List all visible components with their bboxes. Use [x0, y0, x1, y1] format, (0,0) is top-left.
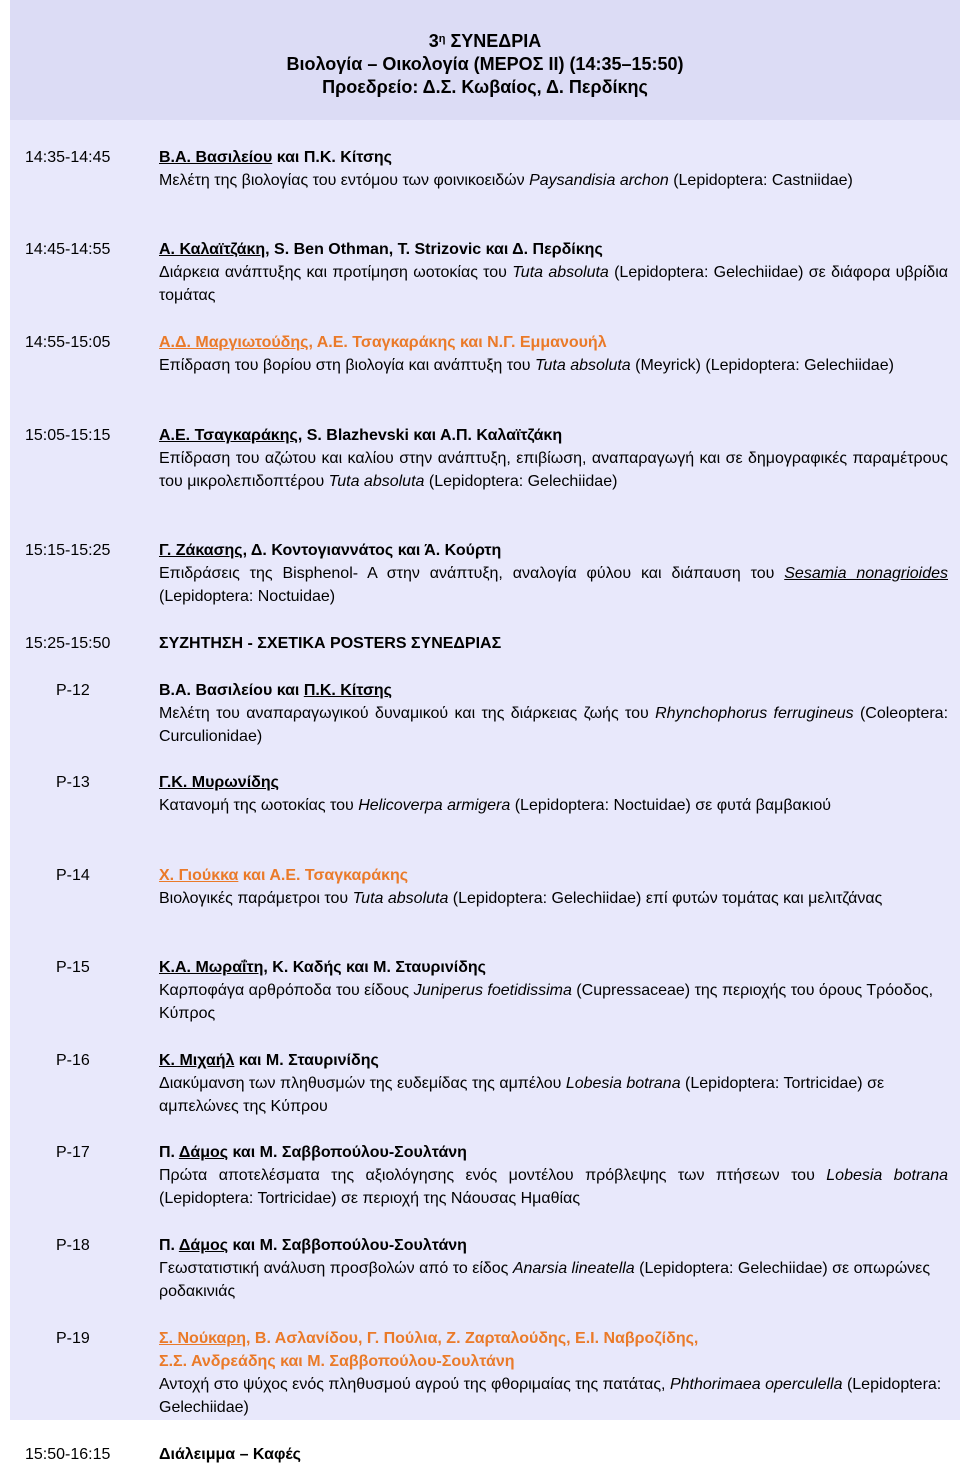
poster-title: Γεωστατιστική ανάλυση προσβολών από το είδος Anarsia lineatella (Lepidoptera: Gelechiidae) σε οπωρώνες ροδακινιάς — [159, 1260, 931, 1300]
poster-title: Αντοχή στο ψύχος ενός πληθυσμού αγρού της φθοριμαίας της πατάτας, Phthorimaea operculella (Lepidoptera: Gelechiidae) — [159, 1376, 942, 1416]
session-chairs: Προεδρείο: Δ.Σ. Κωβαίος, Δ. Περδίκης — [322, 77, 648, 97]
talk-title: Επιδράσεις της Bisphenol- A στην ανάπτυξη, αναλογία φύλου και διάπαυση του Sesamia nonagrioides (Lepidoptera: Noctuidae) — [159, 565, 949, 605]
talk-content — [159, 539, 948, 608]
poster-content — [159, 1234, 948, 1303]
discussion-label: ΣΥΖΗΤΗΣΗ - ΣΧΕΤΙΚΑ POSTERS ΣΥΝΕΔΡΙΑΣ — [159, 635, 502, 652]
poster-authors: Κ.Α. Μωραΐτη, Κ. Καδής και Μ. Σταυρινίδης — [159, 959, 486, 976]
program-panel — [10, 120, 960, 1420]
talk-title: Επίδραση του βορίου στη βιολογία και ανάπτυξη του Tuta absoluta (Meyrick) (Lepidoptera: Gelechiidae) — [159, 357, 894, 374]
poster-content — [159, 1327, 948, 1419]
talk-authors: Α.Δ. Μαργιωτούδης, Α.Ε. Τσαγκαράκης και Ν.Γ. Εμμανουήλ — [159, 334, 607, 351]
talk-title: Μελέτη της βιολογίας του εντόμου των φοινικοειδών Paysandisia archon (Lepidoptera: Castniidae) — [159, 172, 853, 189]
poster-code: P-12 — [56, 682, 90, 699]
poster-content — [159, 771, 948, 817]
talk-content — [159, 424, 948, 493]
poster-code: P-18 — [56, 1237, 90, 1254]
poster-code: P-16 — [56, 1052, 90, 1069]
poster-code: P-13 — [56, 774, 90, 791]
talk-title: Επίδραση του αζώτου και καλίου στην ανάπτυξη, επιβίωση, αναπαραγωγή και σε δημογραφικές παραμέτρους του μικρολεπιδοπτέρου Tuta absoluta (Lepidoptera: Gelechiidae) — [159, 450, 948, 490]
talk-content — [159, 331, 948, 377]
poster-title: Κατανομή της ωοτοκίας του Helicoverpa armigera (Lepidoptera: Noctuidae) σε φυτά βαμβακιού — [159, 797, 831, 814]
poster-title: Βιολογικές παράμετροι του Tuta absoluta (Lepidoptera: Gelechiidae) επί φυτών τομάτας και μελιτζάνας — [159, 890, 883, 907]
talk-content — [159, 238, 948, 307]
poster-authors: Π. Δάμος και Μ. Σαββοπούλου-Σουλτάνη — [159, 1237, 467, 1254]
poster-title: Διακύμανση των πληθυσμών της ευδεμίδας της αμπέλου Lobesia botrana (Lepidoptera: Tortricidae) σε αμπελώνες της Κύπρου — [159, 1075, 885, 1115]
talk-authors: Α.Ε. Τσαγκαράκης, S. Blazhevski και Α.Π. Καλαϊτζάκη — [159, 427, 563, 444]
poster-content — [159, 1049, 948, 1118]
session-title: $3^\eta$ ΣΥΝΕΔΡΙΑ — [428, 31, 542, 51]
poster-content — [159, 956, 948, 1025]
poster-title: Καρποφάγα αρθρόποδα του είδους Juniperus foetidissima (Cupressaceae) της περιοχής του όρους Τρόοδος, Κύπρος — [159, 982, 934, 1022]
talk-content — [159, 146, 948, 192]
talk-time: 15:15-15:25 — [25, 542, 111, 559]
talk-authors: Γ. Ζάκασης, Δ. Κοντογιαννάτος και Ά. Κούρτη — [159, 542, 502, 559]
poster-authors: Σ. Νούκαρη, Β. Ασλανίδου, Γ. Πούλια, Ζ. Ζαρταλούδης, Ε.Ι. Ναβροζίδης, — [159, 1330, 699, 1347]
talk-time: 14:55-15:05 — [25, 334, 111, 351]
poster-code: P-17 — [56, 1144, 90, 1161]
poster-authors: Γ.Κ. Μυρωνίδης — [159, 774, 279, 791]
talk-title: Διάρκεια ανάπτυξης και προτίμηση ωοτοκίας του Tuta absoluta (Lepidoptera: Gelechiidae) σε διάφορα υβρίδια τομάτας — [159, 264, 948, 304]
poster-code: P-19 — [56, 1330, 90, 1347]
poster-authors: Β.Α. Βασιλείου και Π.Κ. Κίτσης — [159, 682, 392, 699]
talk-time: 15:05-15:15 — [25, 427, 111, 444]
poster-content — [159, 679, 948, 748]
poster-title: Μελέτη του αναπαραγωγικού δυναμικού και της διάρκειας ζωής του Rhynchophorus ferrugineus (Coleoptera: Curculionidae) — [159, 705, 949, 745]
poster-authors-cont: Σ.Σ. Ανδρεάδης και Μ. Σαββοπούλου-Σουλτάνη — [159, 1353, 515, 1370]
talk-time: 14:45-14:55 — [25, 241, 111, 258]
poster-code: P-15 — [56, 959, 90, 976]
poster-content — [159, 1141, 948, 1210]
poster-content — [159, 864, 948, 910]
poster-code: P-14 — [56, 867, 90, 884]
talk-time: 14:35-14:45 — [25, 149, 111, 166]
poster-authors: Χ. Γιούκκα και Α.Ε. Τσαγκαράκης — [159, 867, 409, 884]
session-header — [10, 0, 960, 120]
talk-authors: Α. Καλαϊτζάκη, S. Ben Othman, T. Strizovic και Δ. Περδίκης — [159, 241, 603, 258]
poster-authors: Π. Δάμος και Μ. Σαββοπούλου-Σουλτάνη — [159, 1144, 467, 1161]
break-label: Διάλειμμα – Καφές — [159, 1446, 301, 1463]
poster-authors: Κ. Μιχαήλ και Μ. Σταυρινίδης — [159, 1052, 379, 1069]
talk-authors: Β.Α. Βασιλείου και Π.Κ. Κίτσης — [159, 149, 392, 166]
poster-title: Πρώτα αποτελέσματα της αξιολόγησης ενός μοντέλου πρόβλεψης των πτήσεων του Lobesia botrana (Lepidoptera: Tortricidae) σε περιοχή της Νάουσας Ημαθίας — [159, 1167, 949, 1207]
session-subtitle: Βιολογία – Οικολογία (ΜΕΡΟΣ ΙΙ) (14:35–15:50) — [286, 54, 684, 74]
discussion-time: 15:25-15:50 — [25, 635, 111, 652]
break-time: 15:50-16:15 — [25, 1446, 111, 1463]
